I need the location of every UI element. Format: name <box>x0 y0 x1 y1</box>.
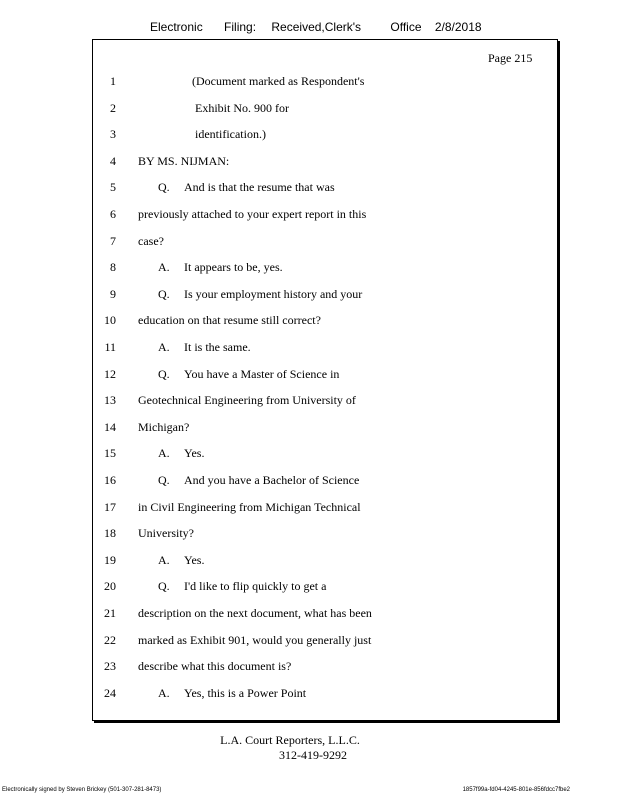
transcript-line <box>92 207 556 223</box>
answer-label: A. <box>158 340 170 354</box>
header-date: 2/8/2018 <box>434 20 482 34</box>
line-text <box>158 287 362 302</box>
line-text <box>158 446 204 461</box>
court-reporter-phone: 312-419-9292 <box>279 748 347 762</box>
line-text <box>158 473 359 488</box>
line-number: 22 <box>104 632 116 647</box>
answer-text: It is the same. <box>184 340 251 354</box>
line-number: 18 <box>104 526 116 541</box>
document-hash: 1857f99a-fd04-4245-801e-856fdcc7fbe2 <box>462 787 570 793</box>
header-office: Office <box>390 20 422 34</box>
transcript-line <box>92 553 556 569</box>
transcript-line <box>92 127 556 143</box>
line-text <box>158 686 306 701</box>
line-number: 5 <box>110 180 116 195</box>
transcript-line <box>92 340 556 356</box>
line-text: BY MS. NIJMAN: <box>138 153 230 168</box>
line-number: 4 <box>110 153 116 168</box>
transcript-line <box>92 74 556 90</box>
transcript-line <box>92 287 556 303</box>
question-label: Q. <box>158 366 170 381</box>
transcript-line <box>92 234 556 250</box>
answer-label: A. <box>158 552 170 567</box>
page-number: Page 215 <box>488 51 533 65</box>
answer-label: A. <box>158 685 170 700</box>
header-electronic: Electronic <box>150 20 203 34</box>
transcript-line <box>92 313 556 329</box>
line-number: 9 <box>110 286 116 301</box>
line-text: previously attached to your expert report in this <box>138 207 367 221</box>
transcript-line <box>92 260 556 276</box>
line-text: Michigan? <box>138 419 190 434</box>
line-text <box>158 579 326 594</box>
line-number: 6 <box>110 207 116 221</box>
answer-text: Yes. <box>184 552 205 567</box>
line-text: identification.) <box>195 127 266 142</box>
question-label: Q. <box>158 180 170 195</box>
line-number: 24 <box>104 685 116 700</box>
line-text: case? <box>138 233 164 248</box>
transcript-line <box>92 420 556 436</box>
question-text: I'd like to flip quickly to get a <box>184 579 327 594</box>
answer-text: It appears to be, yes. <box>184 260 283 275</box>
line-number: 15 <box>104 446 116 461</box>
line-number: 3 <box>110 127 116 142</box>
line-number: 12 <box>104 366 116 381</box>
answer-label: A. <box>158 446 170 461</box>
transcript-line <box>92 633 556 649</box>
line-number: 14 <box>104 419 116 434</box>
answer-text: Yes, this is a Power Point <box>184 685 307 700</box>
line-text <box>158 180 335 195</box>
court-reporter-name: L.A. Court Reporters, L.L.C. <box>220 733 360 747</box>
transcript-line <box>92 101 556 117</box>
transcript-line <box>92 579 556 595</box>
question-label: Q. <box>158 473 170 487</box>
line-text <box>158 260 283 275</box>
transcript-line <box>92 154 556 170</box>
line-number: 23 <box>104 659 116 674</box>
line-number: 11 <box>104 340 116 354</box>
transcript-line <box>92 500 556 516</box>
question-text: And is that the resume that was <box>184 180 335 195</box>
transcript-line <box>92 606 556 622</box>
line-number: 10 <box>104 313 116 328</box>
line-text: describe what this document is? <box>138 659 292 674</box>
electronic-signature: Electronically signed by Steven Brickey (501-307-281-8473) <box>2 787 162 793</box>
line-text: University? <box>138 526 194 541</box>
line-number: 21 <box>104 606 116 620</box>
line-text: Geotechnical Engineering from University of <box>138 393 356 408</box>
answer-text: Yes. <box>184 446 205 461</box>
question-text: You have a Master of Science in <box>184 366 340 381</box>
transcript-line <box>92 180 556 196</box>
answer-label: A. <box>158 260 170 275</box>
line-number: 20 <box>104 579 116 594</box>
line-number: 19 <box>104 552 116 567</box>
question-label: Q. <box>158 579 170 594</box>
transcript-line <box>92 446 556 462</box>
line-number: 13 <box>104 393 116 408</box>
transcript-line <box>92 473 556 489</box>
transcript-line <box>92 659 556 675</box>
line-number: 7 <box>110 233 116 248</box>
transcript-line <box>92 393 556 409</box>
question-label: Q. <box>158 286 170 301</box>
question-text: Is your employment history and your <box>184 286 363 301</box>
line-text: (Document marked as Respondent's <box>192 74 365 88</box>
line-text <box>158 553 204 568</box>
line-text: Exhibit No. 900 for <box>195 100 289 115</box>
question-text: And you have a Bachelor of Science <box>184 473 360 487</box>
line-text <box>158 340 251 355</box>
line-number: 8 <box>110 260 116 275</box>
line-text: description on the next document, what has been <box>138 606 372 620</box>
line-text: in Civil Engineering from Michigan Technical <box>138 499 361 514</box>
transcript-line <box>92 526 556 542</box>
line-number: 16 <box>104 473 116 487</box>
header-received: Received,Clerk's <box>271 20 362 34</box>
transcript-line <box>92 367 556 383</box>
line-number: 17 <box>104 499 116 514</box>
line-text: education on that resume still correct? <box>138 313 321 328</box>
line-number: 1 <box>110 74 116 88</box>
line-number: 2 <box>110 100 116 115</box>
transcript-line <box>92 686 556 702</box>
filing-header <box>150 20 482 34</box>
line-text: marked as Exhibit 901, would you generally just <box>138 632 372 647</box>
header-filing: Filing: <box>224 20 257 34</box>
line-text <box>158 367 339 382</box>
